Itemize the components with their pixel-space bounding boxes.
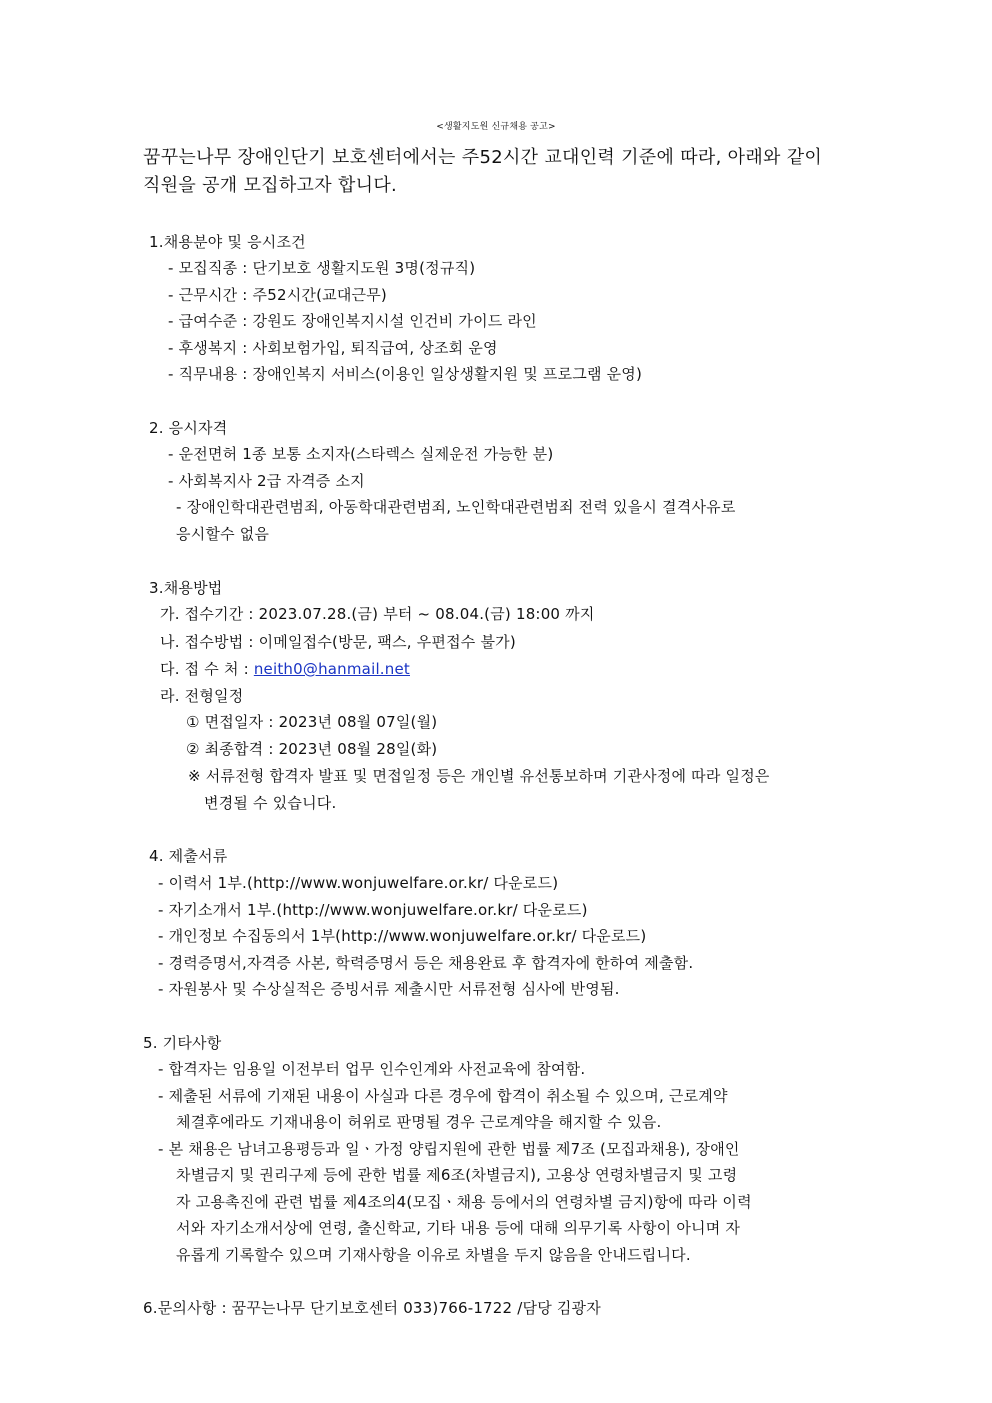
application-destination xyxy=(160,659,410,679)
section-1-item: - 후생복지 : 사회보험가입, 퇴직급여, 상조회 운영 xyxy=(168,339,498,357)
notice-line: - 합격자는 임용일 이전부터 업무 인수인계와 사전교육에 참여함. xyxy=(158,1060,586,1078)
section-2-item: - 장애인학대관련범죄, 아동학대관련범죄, 노인학대관련범죄 전력 있을시 결격사유로 xyxy=(176,498,736,516)
section-3-heading: 3.채용방법 xyxy=(149,579,223,597)
document-item: - 자기소개서 1부.(http://www.wonjuwelfare.or.kr/ 다운로드) xyxy=(158,901,588,919)
intro-line-2: 직원을 공개 모집하고자 합니다. xyxy=(143,175,398,196)
section-1-heading: 1.채용분야 및 응시조건 xyxy=(149,233,306,251)
notice-line: 체결후에라도 기재내용이 허위로 판명될 경우 근로계약을 해지할 수 있음. xyxy=(176,1113,662,1131)
document-title: <생활지도원 신규채용 공고> xyxy=(436,122,556,132)
section-1-item: - 직무내용 : 장애인복지 서비스(이용인 일상생활지원 및 프로그램 운영) xyxy=(168,365,643,383)
section-1-item: - 근무시간 : 주52시간(교대근무) xyxy=(168,286,387,304)
notice-line: 차별금지 및 권리구제 등에 관한 법률 제6조(차별금지), 고용상 연령차별금지 및 고령 xyxy=(176,1166,738,1184)
schedule-heading: 라. 전형일정 xyxy=(160,687,244,705)
notice-line: 유롭게 기록할수 있으며 기재사항을 이유로 차별을 두지 않음을 안내드립니다. xyxy=(176,1246,691,1264)
final-date: ② 최종합격 : 2023년 08월 28일(화) xyxy=(186,740,438,758)
section-2-item: - 운전면허 1종 보통 소지자(스타렉스 실제운전 가능한 분) xyxy=(168,445,554,463)
section-2-item-cont: 응시할수 없음 xyxy=(176,525,270,543)
email-link[interactable]: neith0@hanmail.net xyxy=(253,660,410,678)
interview-date: ① 면접일자 : 2023년 08월 07일(월) xyxy=(186,713,438,731)
schedule-note-cont: 변경될 수 있습니다. xyxy=(204,794,337,812)
destination-label: 다. 접 수 처 : xyxy=(160,660,254,678)
schedule-note: ※ 서류전형 합격자 발표 및 면접일정 등은 개인별 유선통보하며 기관사정에 따라 일정은 xyxy=(188,767,770,785)
section-1-item: - 모집직종 : 단기보호 생활지도원 3명(정규직) xyxy=(168,259,476,277)
notice-line: 서와 자기소개서상에 연령, 출신학교, 기타 내용 등에 대해 의무기록 사항이 아니며 자 xyxy=(176,1219,741,1237)
document-item: - 이력서 1부.(http://www.wonjuwelfare.or.kr/ 다운로드) xyxy=(158,874,559,892)
section-5-heading: 5. 기타사항 xyxy=(143,1034,222,1052)
section-2-heading: 2. 응시자격 xyxy=(149,419,228,437)
application-method: 나. 접수방법 : 이메일접수(방문, 팩스, 우편접수 불가) xyxy=(160,633,516,651)
notice-line: - 제출된 서류에 기재된 내용이 사실과 다른 경우에 합격이 취소될 수 있으며, 근로계약 xyxy=(158,1087,728,1105)
document-item: - 경력증명서,자격증 사본, 학력증명서 등은 채용완료 후 합격자에 한하여 제출함. xyxy=(158,954,694,972)
notice-line: - 본 채용은 남녀고용평등과 일ㆍ가정 양립지원에 관한 법률 제7조 (모집과채용), 장애인 xyxy=(158,1140,740,1158)
document-item: - 개인정보 수집동의서 1부(http://www.wonjuwelfare.or.kr/ 다운로드) xyxy=(158,927,647,945)
application-period: 가. 접수기간 : 2023.07.28.(금) 부터 ~ 08.04.(금) 18:00 까지 xyxy=(160,605,595,623)
document-item: - 자원봉사 및 수상실적은 증빙서류 제출시만 서류전형 심사에 반영됨. xyxy=(158,980,620,998)
section-1-item: - 급여수준 : 강원도 장애인복지시설 인건비 가이드 라인 xyxy=(168,312,537,330)
notice-line: 자 고용촉진에 관련 법률 제4조의4(모집ㆍ채용 등에서의 연령차별 금지)항에 따라 이력 xyxy=(176,1193,752,1211)
intro-line-1: 꿈꾸는나무 장애인단기 보호센터에서는 주52시간 교대인력 기준에 따라, 아래와 같이 xyxy=(143,147,823,168)
contact-info: 6.문의사항 : 꿈꾸는나무 단기보호센터 033)766-1722 /담당 김광자 xyxy=(143,1299,601,1317)
section-2-item: - 사회복지사 2급 자격증 소지 xyxy=(168,472,365,490)
section-4-heading: 4. 제출서류 xyxy=(149,847,228,865)
